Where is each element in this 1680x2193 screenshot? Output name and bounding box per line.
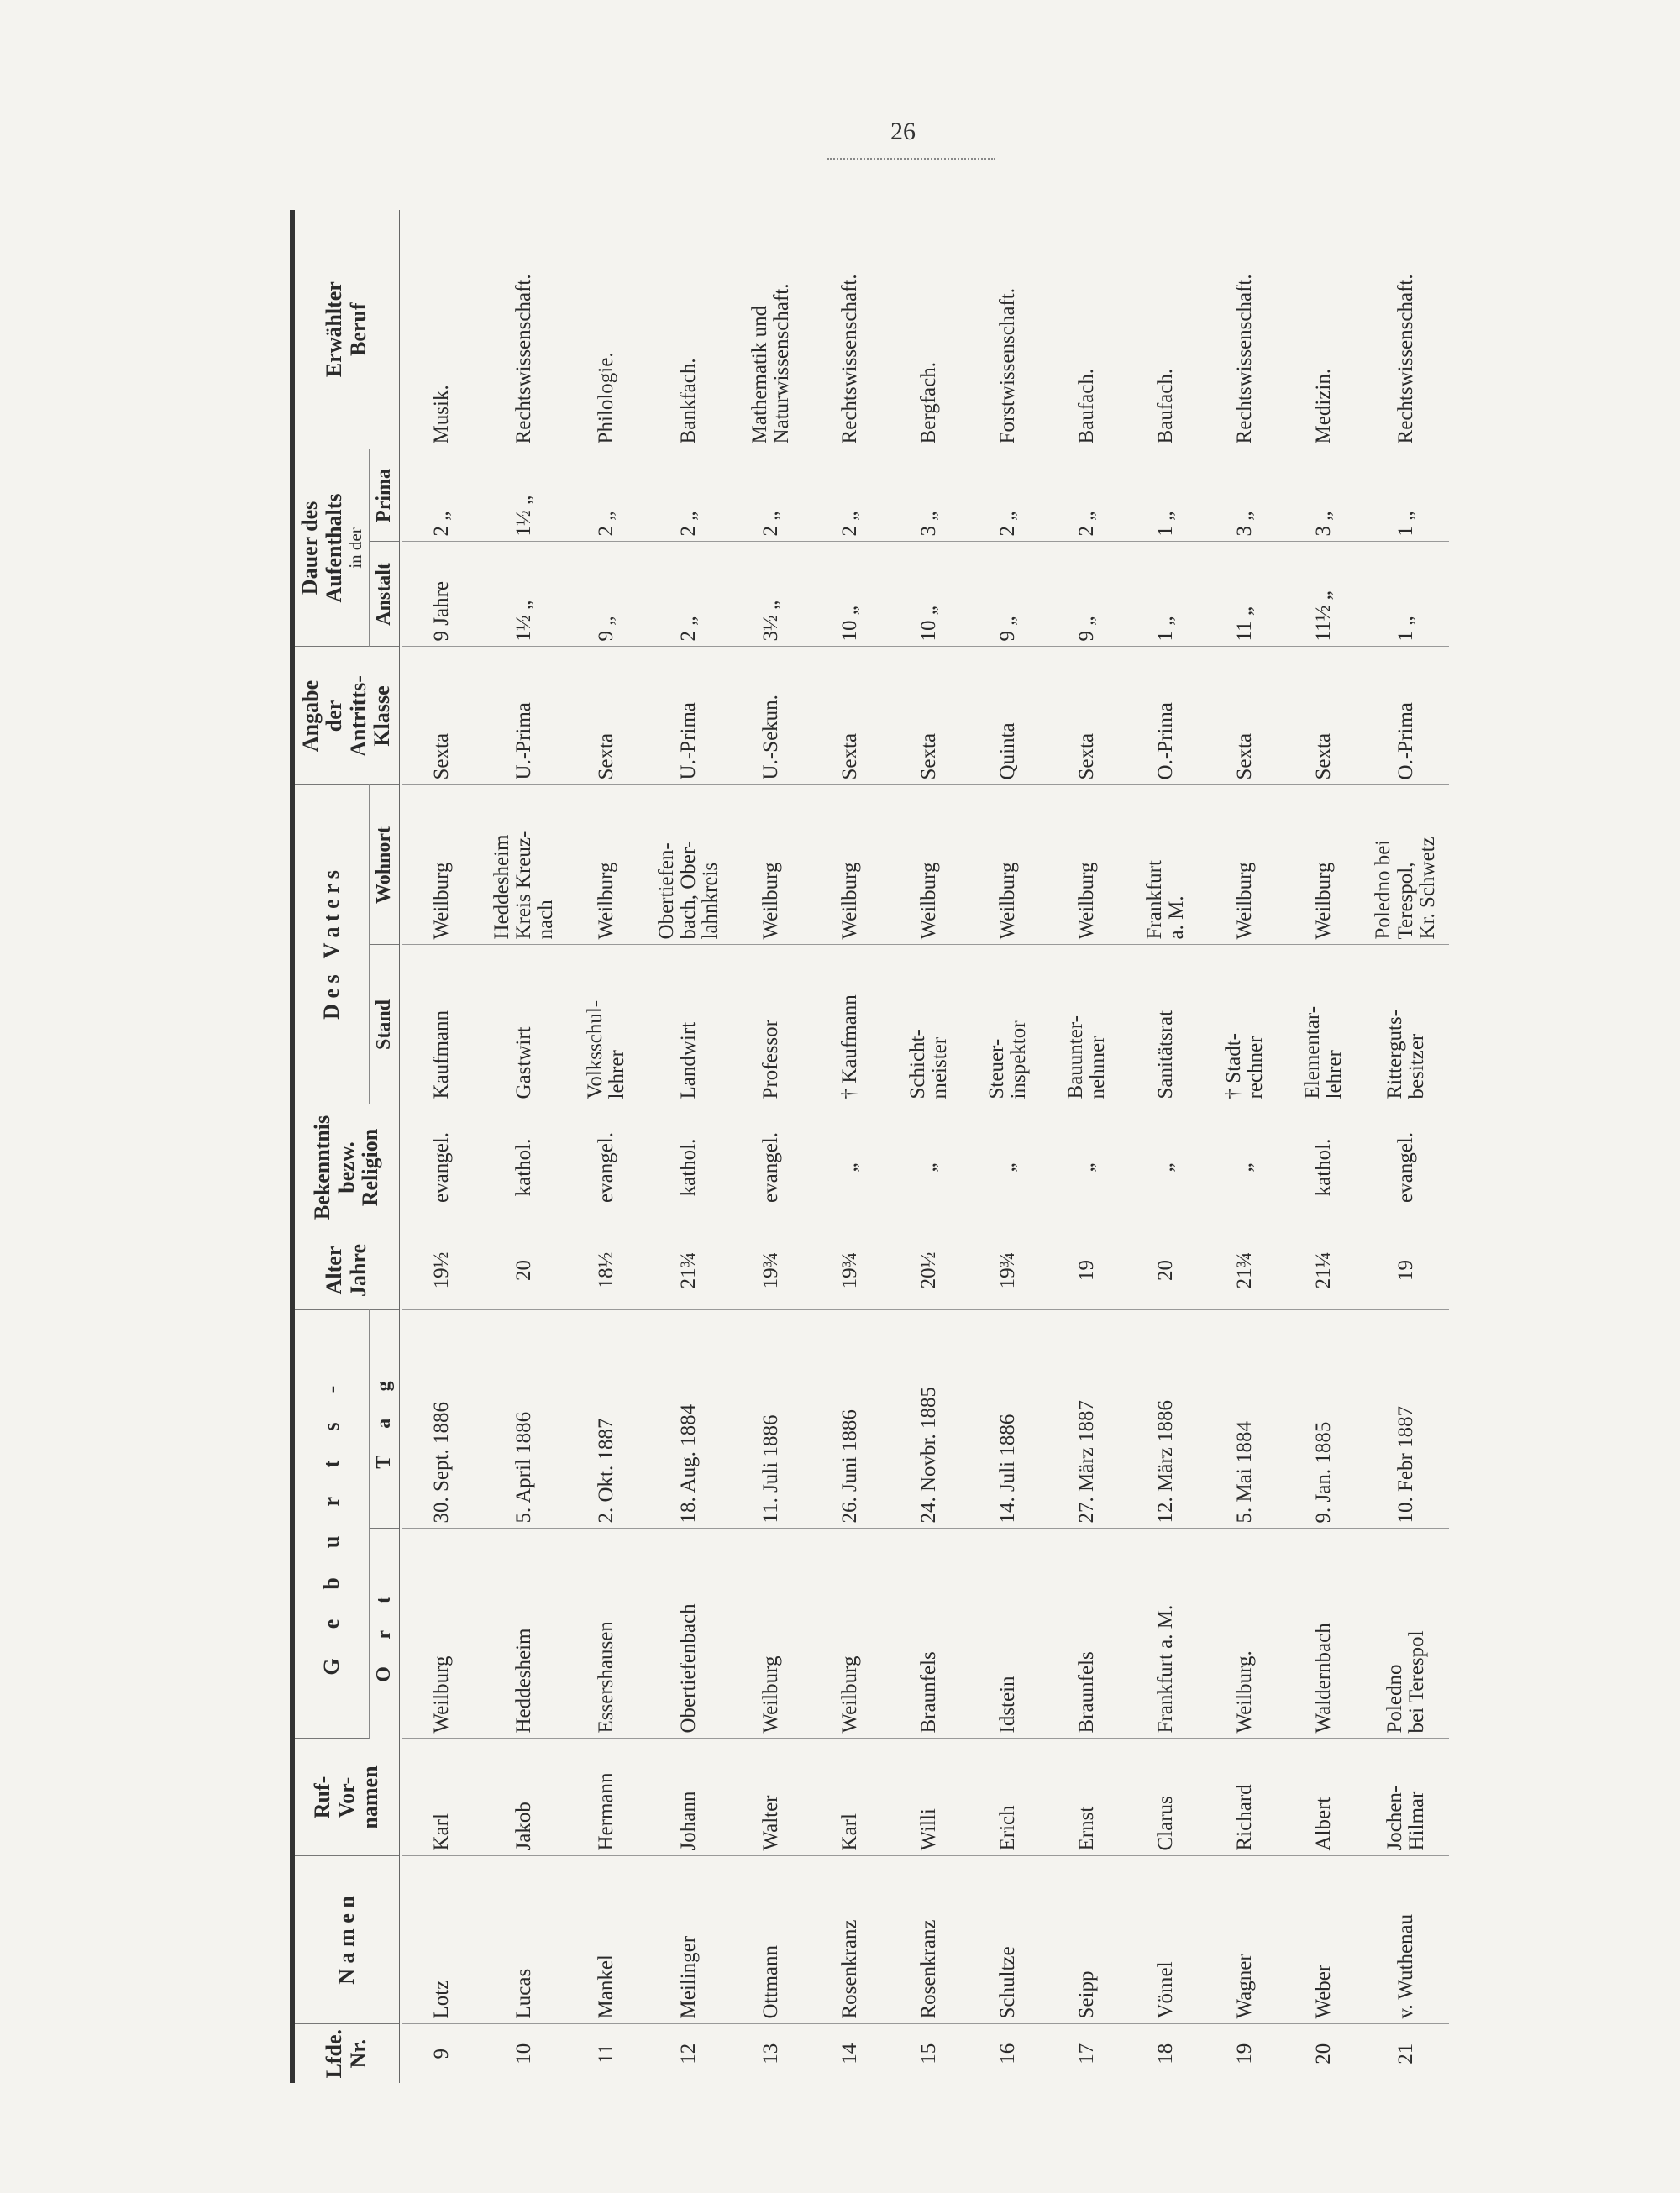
cell-nr: 11 xyxy=(595,2043,618,2064)
cell-religion: evangel. xyxy=(401,1104,481,1230)
cell-geburtstag: 2. Okt. 1887 xyxy=(567,1310,646,1529)
cell-geburtsort: Weilburg xyxy=(732,1529,811,1739)
cell-wohnort-des-vaters: Weilburg xyxy=(890,785,969,945)
cell-stand-des-vaters: † Stadt- rechner xyxy=(1205,945,1284,1104)
cell-geburtsort: Frankfurt a. M. xyxy=(1126,1529,1205,1739)
cell-dauer-anstalt: 11½ „ xyxy=(1284,542,1363,647)
cell-geburtstag: 30. Sept. 1886 xyxy=(401,1310,481,1529)
col-header-alter xyxy=(292,1230,401,1310)
cell-vorname: Ernst xyxy=(1047,1739,1126,1856)
cell-wohnort-des-vaters: Heddesheim Kreis Kreuz- nach xyxy=(481,785,567,945)
cell-antrittsklasse: Sexta xyxy=(1047,647,1126,785)
cell-dauer-prima: 2 „ xyxy=(646,449,732,542)
cell-antrittsklasse: O.-Prima xyxy=(1363,647,1449,785)
cell-geburtstag: 9. Jan. 1885 xyxy=(1284,1310,1363,1529)
cell-nr: 13 xyxy=(759,2043,783,2064)
cell-religion: kathol. xyxy=(481,1104,567,1230)
cell-nr: 19 xyxy=(1232,2043,1256,2064)
cell-geburtstag: 14. Juli 1886 xyxy=(969,1310,1047,1529)
cell-geburtstag: 10. Febr 1887 xyxy=(1363,1310,1449,1529)
cell-name: Vömel xyxy=(1126,1856,1205,2024)
cell-nr: 10 xyxy=(512,2043,536,2064)
cell-geburtstag: 5. Mai 1884 xyxy=(1205,1310,1284,1529)
cell-antrittsklasse: Sexta xyxy=(401,647,481,785)
cell-geburtsort: Weilburg xyxy=(811,1529,890,1739)
cell-nr: 20 xyxy=(1311,2043,1335,2064)
table-row xyxy=(811,210,890,2083)
cell-geburtstag: 12. März 1886 xyxy=(1126,1310,1205,1529)
table-row xyxy=(1284,210,1363,2083)
cell-alter: 18½ xyxy=(567,1230,646,1310)
cell-wohnort-des-vaters: Weilburg xyxy=(401,785,481,945)
cell-vorname: Jakob xyxy=(481,1739,567,1856)
cell-antrittsklasse: Sexta xyxy=(1205,647,1284,785)
table-row xyxy=(1205,210,1284,2083)
cell-name: Rosenkranz xyxy=(890,1856,969,2024)
cell-dauer-anstalt: 11 „ xyxy=(1205,542,1284,647)
cell-geburtsort: Weilburg xyxy=(401,1529,481,1739)
cell-nr: 14 xyxy=(838,2043,862,2064)
cell-alter: 20½ xyxy=(890,1230,969,1310)
cell-dauer-prima: 3 „ xyxy=(890,449,969,542)
cell-wohnort-des-vaters: Weilburg xyxy=(567,785,646,945)
cell-name: Ottmann xyxy=(732,1856,811,2024)
cell-geburtstag: 24. Novbr. 1885 xyxy=(890,1310,969,1529)
col-header-dauer xyxy=(292,449,370,647)
cell-alter: 20 xyxy=(481,1230,567,1310)
cell-antrittsklasse: Sexta xyxy=(811,647,890,785)
jahre-label: Jahre xyxy=(345,1243,370,1298)
table-row xyxy=(646,210,732,2083)
cell-religion: „ xyxy=(1205,1104,1284,1230)
page-number-rule xyxy=(827,158,995,160)
cell-vorname: Willi xyxy=(890,1739,969,1856)
cell-vorname: Erich xyxy=(969,1739,1047,1856)
page-number: 26 xyxy=(890,118,916,145)
cell-beruf: Medizin. xyxy=(1284,210,1363,449)
table-row xyxy=(890,210,969,2083)
col-header-namen: N a m e n xyxy=(292,1856,401,2024)
cell-alter: 19 xyxy=(1047,1230,1126,1310)
cell-religion: „ xyxy=(1047,1104,1126,1230)
table-row xyxy=(732,210,811,2083)
cell-religion: evangel. xyxy=(732,1104,811,1230)
cell-antrittsklasse: Sexta xyxy=(1284,647,1363,785)
cell-geburtstag: 5. April 1886 xyxy=(481,1310,567,1529)
cell-geburtstag: 11. Juli 1886 xyxy=(732,1310,811,1529)
table-row xyxy=(401,210,481,2083)
cell-alter: 19¾ xyxy=(811,1230,890,1310)
cell-geburtsort: Braunfels xyxy=(890,1529,969,1739)
table-row xyxy=(1126,210,1205,2083)
cell-dauer-anstalt: 9 „ xyxy=(567,542,646,647)
cell-vorname: Richard xyxy=(1205,1739,1284,1856)
col-header-des-vaters: D e s V a t e r s xyxy=(292,785,370,1104)
cell-dauer-anstalt: 3½ „ xyxy=(732,542,811,647)
cell-dauer-prima: 2 „ xyxy=(969,449,1047,542)
col-header-wohnort: Wohnort xyxy=(370,785,401,945)
cell-wohnort-des-vaters: Weilburg xyxy=(1284,785,1363,945)
cell-vorname: Walter xyxy=(732,1739,811,1856)
cell-alter: 19¾ xyxy=(969,1230,1047,1310)
col-header-lfd-nr: Lfde. Nr. xyxy=(292,2024,401,2083)
table-row xyxy=(481,210,567,2083)
col-header-geburts: G e b u r t s - xyxy=(292,1310,370,1739)
cell-religion: evangel. xyxy=(1363,1104,1449,1230)
register-table-rotated xyxy=(290,210,1449,2083)
cell-geburtstag: 27. März 1887 xyxy=(1047,1310,1126,1529)
table-row xyxy=(1047,210,1126,2083)
cell-alter: 21¾ xyxy=(1205,1230,1284,1310)
cell-antrittsklasse: O.-Prima xyxy=(1126,647,1205,785)
cell-stand-des-vaters: Sanitätsrat xyxy=(1126,945,1205,1104)
cell-wohnort-des-vaters: Weilburg xyxy=(732,785,811,945)
col-header-bekenntnis: Bekenntnis bezw. Religion xyxy=(292,1104,401,1230)
cell-dauer-anstalt: 1½ „ xyxy=(481,542,567,647)
cell-stand-des-vaters: † Kaufmann xyxy=(811,945,890,1104)
cell-religion: „ xyxy=(1126,1104,1205,1230)
cell-nr: 17 xyxy=(1074,2043,1098,2064)
cell-name: Mankel xyxy=(567,1856,646,2024)
cell-alter: 20 xyxy=(1126,1230,1205,1310)
cell-nr: 21 xyxy=(1394,2043,1417,2064)
cell-antrittsklasse: U.-Prima xyxy=(646,647,732,785)
cell-dauer-anstalt: 9 „ xyxy=(1047,542,1126,647)
cell-nr: 12 xyxy=(677,2043,701,2064)
cell-name: Wagner xyxy=(1205,1856,1284,2024)
cell-stand-des-vaters: Elementar- lehrer xyxy=(1284,945,1363,1104)
cell-beruf: Baufach. xyxy=(1047,210,1126,449)
cell-vorname: Albert xyxy=(1284,1739,1363,1856)
cell-dauer-anstalt: 1 „ xyxy=(1126,542,1205,647)
cell-vorname: Jochen- Hilmar xyxy=(1363,1739,1449,1856)
cell-religion: „ xyxy=(969,1104,1047,1230)
cell-alter: 19¾ xyxy=(732,1230,811,1310)
cell-vorname: Hermann xyxy=(567,1739,646,1856)
cell-geburtstag: 18. Aug. 1884 xyxy=(646,1310,732,1529)
col-header-beruf: Erwählter Beruf xyxy=(292,210,401,449)
cell-name: Rosenkranz xyxy=(811,1856,890,2024)
cell-name: Lucas xyxy=(481,1856,567,2024)
cell-vorname: Karl xyxy=(811,1739,890,1856)
cell-wohnort-des-vaters: Frankfurt a. M. xyxy=(1126,785,1205,945)
cell-geburtsort: Poledno bei Terespol xyxy=(1363,1529,1449,1739)
col-header-tag: T a g xyxy=(370,1310,401,1529)
cell-beruf: Rechtswissenschaft. xyxy=(1363,210,1449,449)
cell-alter: 19½ xyxy=(401,1230,481,1310)
cell-dauer-anstalt: 9 „ xyxy=(969,542,1047,647)
cell-wohnort-des-vaters: Weilburg xyxy=(1047,785,1126,945)
cell-stand-des-vaters: Volksschul- lehrer xyxy=(567,945,646,1104)
cell-beruf: Forstwissenschaft. xyxy=(969,210,1047,449)
cell-wohnort-des-vaters: Poledno bei Terespol, Kr. Schwetz xyxy=(1363,785,1449,945)
col-header-rufvornamen: Ruf- Vor- namen xyxy=(292,1739,401,1856)
cell-dauer-anstalt: 9 Jahre xyxy=(401,542,481,647)
col-header-antrittsklasse: Angabe der Antritts- Klasse xyxy=(292,647,401,785)
col-header-stand: Stand xyxy=(370,945,401,1104)
cell-geburtstag: 26. Juni 1886 xyxy=(811,1310,890,1529)
cell-beruf: Rechtswissenschaft. xyxy=(481,210,567,449)
cell-beruf: Rechtswissenschaft. xyxy=(811,210,890,449)
cell-stand-des-vaters: Steuer- inspektor xyxy=(969,945,1047,1104)
cell-geburtsort: Obertiefenbach xyxy=(646,1529,732,1739)
cell-vorname: Johann xyxy=(646,1739,732,1856)
cell-stand-des-vaters: Kaufmann xyxy=(401,945,481,1104)
cell-dauer-prima: 2 „ xyxy=(401,449,481,542)
cell-dauer-prima: 1 „ xyxy=(1363,449,1449,542)
cell-nr: 16 xyxy=(996,2043,1019,2064)
col-header-prima: Prima xyxy=(370,449,401,542)
cell-nr: 18 xyxy=(1153,2043,1177,2064)
cell-dauer-prima: 2 „ xyxy=(732,449,811,542)
cell-alter: 19 xyxy=(1363,1230,1449,1310)
cell-dauer-prima: 3 „ xyxy=(1205,449,1284,542)
cell-stand-des-vaters: Bauunter- nehmer xyxy=(1047,945,1126,1104)
cell-antrittsklasse: U.-Sekun. xyxy=(732,647,811,785)
table-row xyxy=(1363,210,1449,2083)
dauer-label: Dauer des Aufenthalts xyxy=(297,493,346,603)
cell-name: v. Wuthenau xyxy=(1363,1856,1449,2024)
cell-dauer-prima: 2 „ xyxy=(1047,449,1126,542)
cell-religion: „ xyxy=(890,1104,969,1230)
col-header-ort: O r t xyxy=(370,1529,401,1739)
table-row xyxy=(567,210,646,2083)
cell-name: Lotz xyxy=(401,1856,481,2024)
cell-nr: 9 xyxy=(429,2049,453,2059)
cell-geburtsort: Weilburg. xyxy=(1205,1529,1284,1739)
cell-religion: kathol. xyxy=(1284,1104,1363,1230)
cell-antrittsklasse: Quinta xyxy=(969,647,1047,785)
cell-wohnort-des-vaters: Weilburg xyxy=(969,785,1047,945)
cell-dauer-anstalt: 2 „ xyxy=(646,542,732,647)
cell-name: Meilinger xyxy=(646,1856,732,2024)
cell-dauer-prima: 1½ „ xyxy=(481,449,567,542)
cell-stand-des-vaters: Schicht- meister xyxy=(890,945,969,1104)
abiturienten-register-table xyxy=(290,210,1449,2083)
cell-stand-des-vaters: Landwirt xyxy=(646,945,732,1104)
cell-dauer-anstalt: 10 „ xyxy=(811,542,890,647)
cell-stand-des-vaters: Professor xyxy=(732,945,811,1104)
cell-stand-des-vaters: Gastwirt xyxy=(481,945,567,1104)
register-table-wrapper xyxy=(290,210,1449,2083)
cell-beruf: Bergfach. xyxy=(890,210,969,449)
col-header-anstalt: Anstalt xyxy=(370,542,401,647)
cell-name: Weber xyxy=(1284,1856,1363,2024)
cell-dauer-prima: 2 „ xyxy=(567,449,646,542)
cell-alter: 21¼ xyxy=(1284,1230,1363,1310)
cell-beruf: Musik. xyxy=(401,210,481,449)
cell-dauer-anstalt: 10 „ xyxy=(890,542,969,647)
cell-antrittsklasse: U.-Prima xyxy=(481,647,567,785)
cell-geburtsort: Braunfels xyxy=(1047,1529,1126,1739)
header-row-top xyxy=(292,210,370,2083)
cell-beruf: Baufach. xyxy=(1126,210,1205,449)
cell-wohnort-des-vaters: Obertiefen- bach, Ober- lahnkreis xyxy=(646,785,732,945)
cell-name: Seipp xyxy=(1047,1856,1126,2024)
cell-beruf: Philologie. xyxy=(567,210,646,449)
cell-religion: evangel. xyxy=(567,1104,646,1230)
cell-nr: 15 xyxy=(917,2043,941,2064)
cell-geburtsort: Essershausen xyxy=(567,1529,646,1739)
cell-vorname: Clarus xyxy=(1126,1739,1205,1856)
cell-geburtsort: Idstein xyxy=(969,1529,1047,1739)
cell-beruf: Rechtswissenschaft. xyxy=(1205,210,1284,449)
cell-beruf: Mathematik und Naturwissenschaft. xyxy=(732,210,811,449)
cell-wohnort-des-vaters: Weilburg xyxy=(1205,785,1284,945)
table-row xyxy=(969,210,1047,2083)
cell-name: Schultze xyxy=(969,1856,1047,2024)
cell-antrittsklasse: Sexta xyxy=(890,647,969,785)
cell-religion: kathol. xyxy=(646,1104,732,1230)
cell-dauer-prima: 2 „ xyxy=(811,449,890,542)
in-der-label: in der xyxy=(345,527,366,569)
cell-geburtsort: Waldernbach xyxy=(1284,1529,1363,1739)
cell-geburtsort: Heddesheim xyxy=(481,1529,567,1739)
cell-religion: „ xyxy=(811,1104,890,1230)
cell-dauer-prima: 3 „ xyxy=(1284,449,1363,542)
cell-alter: 21¾ xyxy=(646,1230,732,1310)
cell-dauer-anstalt: 1 „ xyxy=(1363,542,1449,647)
alter-label: Alter xyxy=(322,1246,347,1295)
cell-antrittsklasse: Sexta xyxy=(567,647,646,785)
cell-dauer-prima: 1 „ xyxy=(1126,449,1205,542)
cell-stand-des-vaters: Ritterguts- besitzer xyxy=(1363,945,1449,1104)
cell-beruf: Bankfach. xyxy=(646,210,732,449)
cell-vorname: Karl xyxy=(401,1739,481,1856)
cell-wohnort-des-vaters: Weilburg xyxy=(811,785,890,945)
register-table-body xyxy=(401,210,1449,2083)
